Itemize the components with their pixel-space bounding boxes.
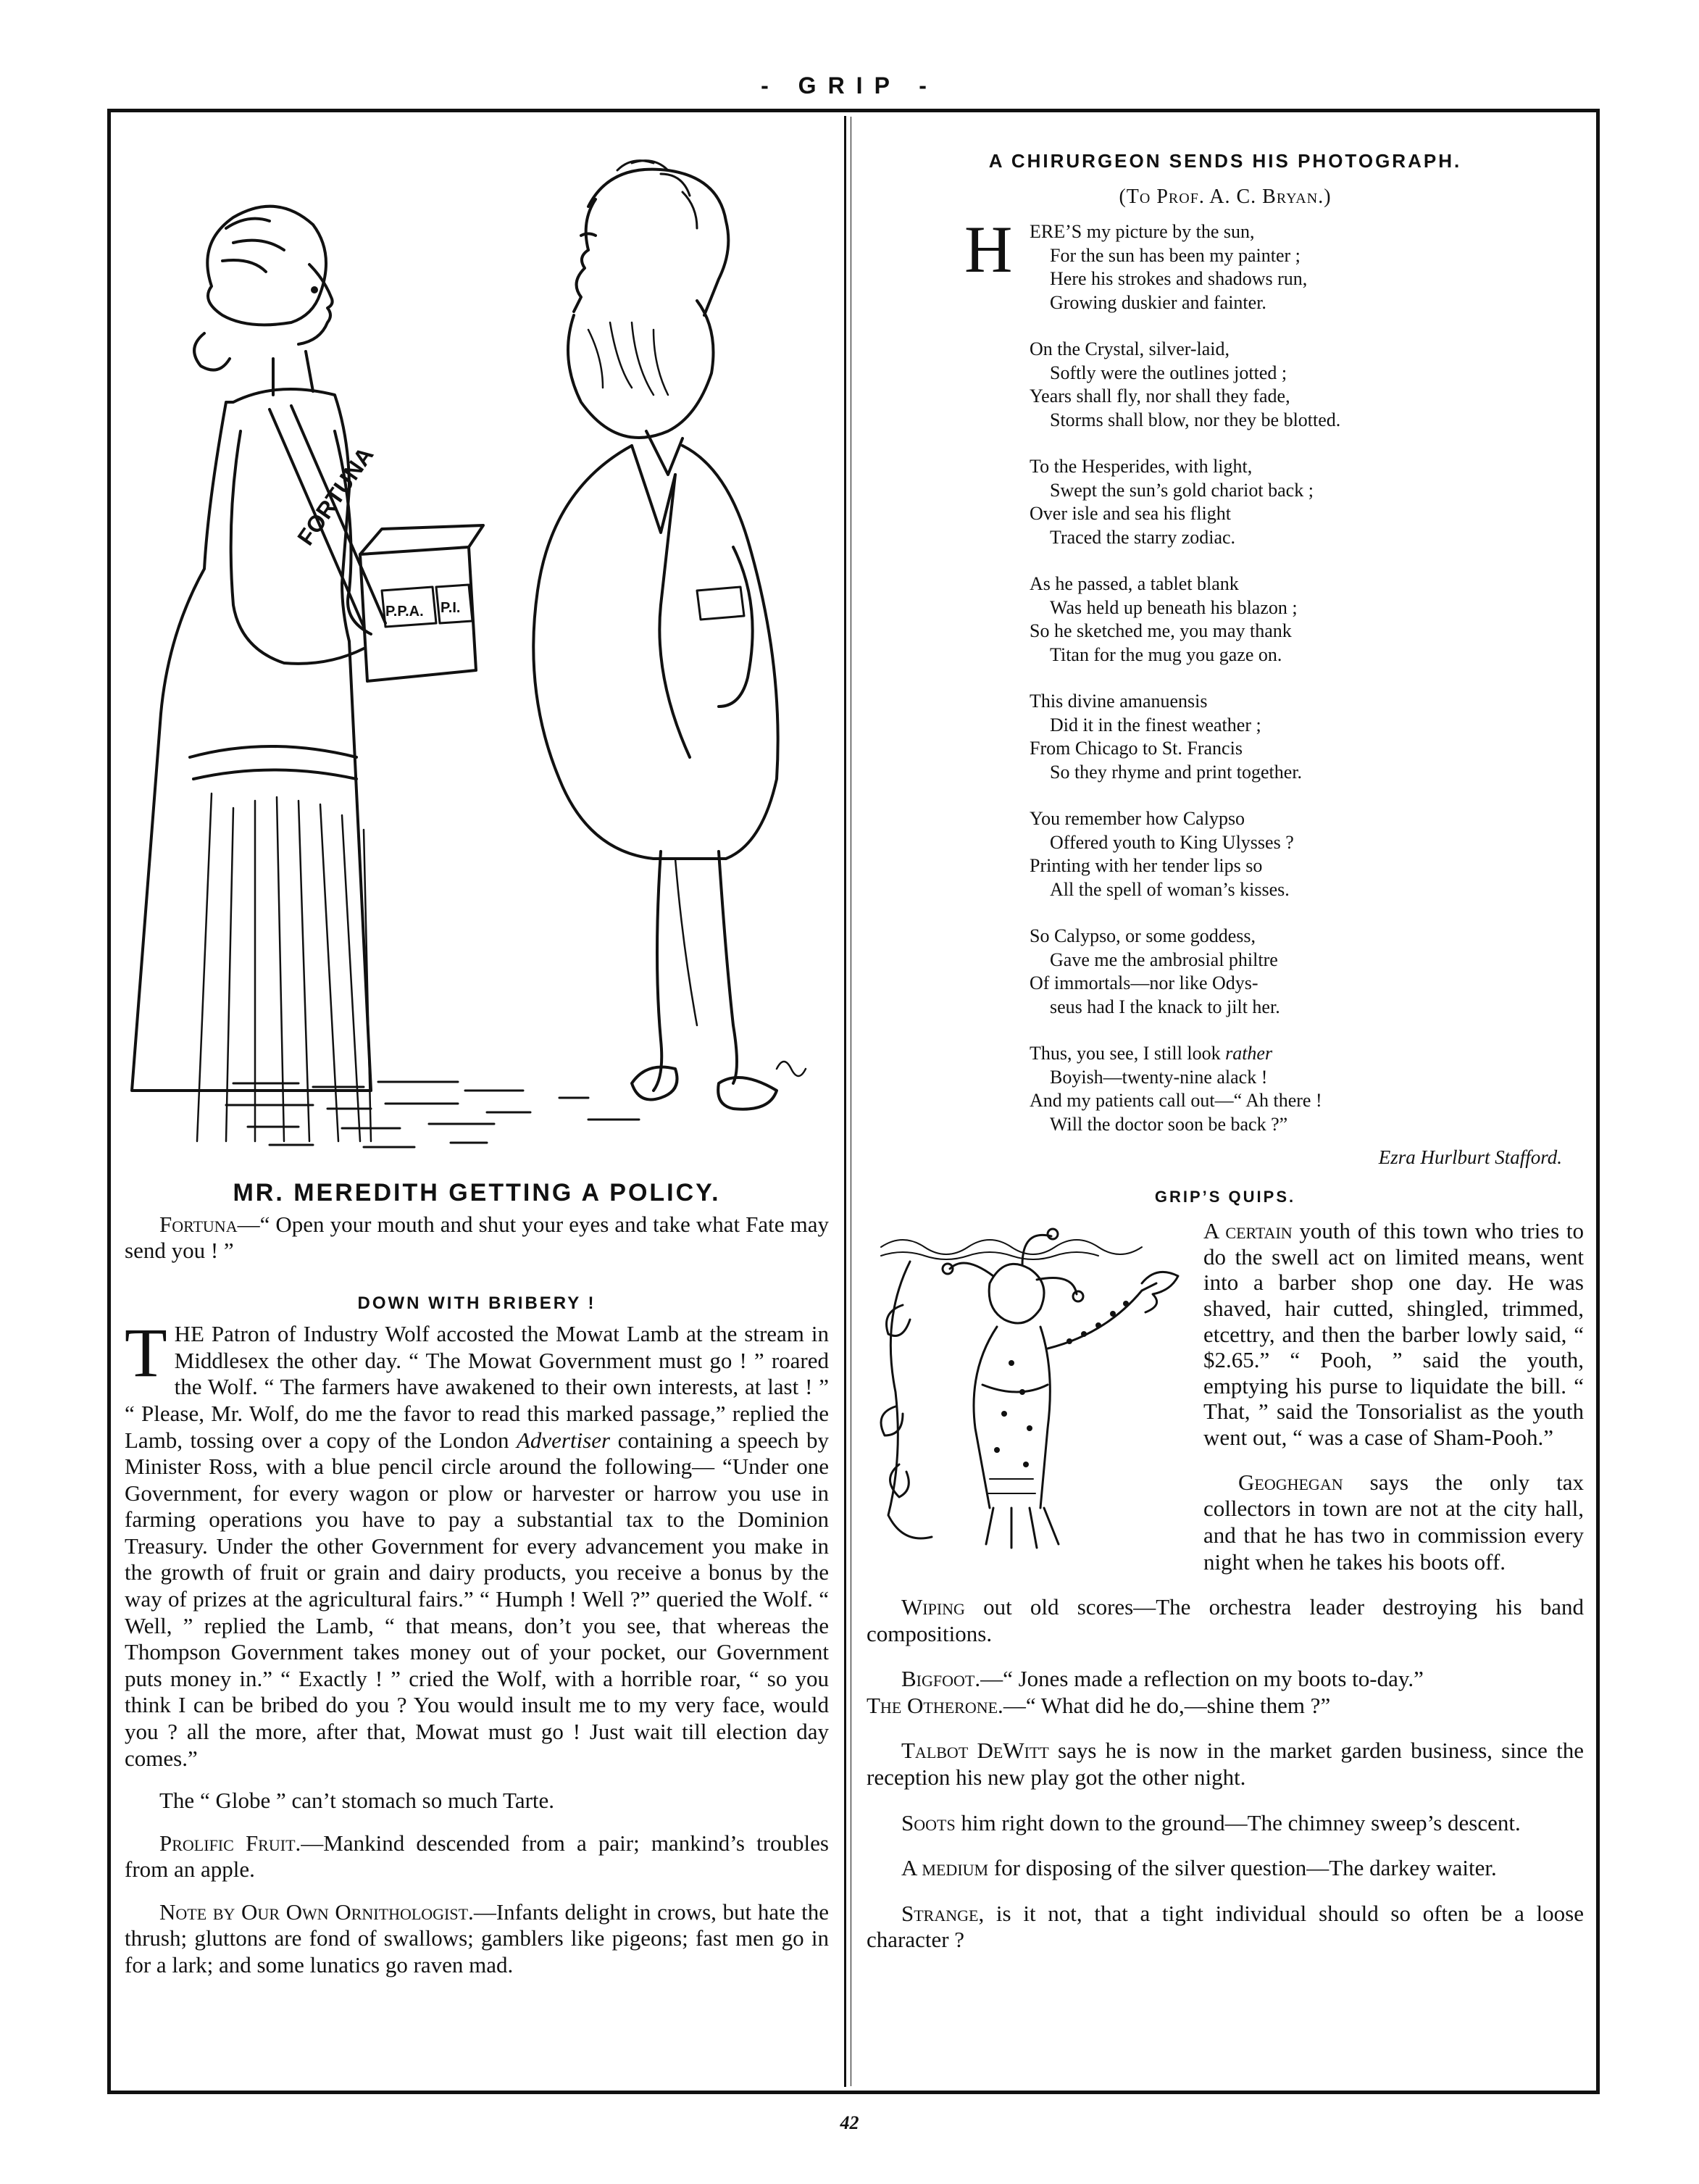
poem-line: Was held up beneath his blazon ; (1050, 596, 1298, 618)
poem-line: Boyish—twenty-nine alack ! (1050, 1066, 1268, 1088)
poem-line: Growing duskier and fainter. (1050, 291, 1266, 313)
poem-line: All the spell of woman’s kisses. (1050, 878, 1290, 900)
poem-line-text: Thus, you see, I still look (1030, 1043, 1226, 1064)
poem-stanza (964, 212, 1584, 314)
poem (867, 212, 1584, 1136)
quip-6-lead: Soots (901, 1809, 956, 1835)
subcaption-speaker: Fortuna (159, 1212, 238, 1237)
poem-line: From Chicago to St. Francis (1030, 738, 1243, 759)
poem-stanza (1030, 455, 1584, 549)
poem-line: Softly were the outlines jotted ; (1050, 362, 1287, 383)
poem-stanza (1030, 690, 1584, 784)
article-bribery (125, 1314, 829, 1772)
poem-stanza (1030, 572, 1584, 667)
quip-3-text: out old scores—The orchestra leader destroying his band compositions. (867, 1594, 1584, 1646)
quips-section (867, 1218, 1584, 1954)
cartoon-caption: MR. MEREDITH GETTING A POLICY. (233, 1179, 721, 1206)
poem-line: You remember how Calypso (1030, 808, 1245, 829)
article-part1: HE Patron of Industry Wolf accosted the Mowat Lamb at the stream in Middlesex the other day. “ The Mowat Government must go ! ” roared the Wolf. “ The farmers have awakened to their own interests, at last ! ” “ Please, Mr. Wolf, do me the favor to read this marked passage,” replied the Lamb, tossing over a copy of the London (125, 1321, 829, 1453)
article-part2: containing a speech by Minister Ross, with a blue pencil circle around the following— “Under one Government, for every wagon or plow or harvester or harrow you use in farming operations you have to pay a substantial tax to the Dominion Treasury. Under the other Government for every advancement you make in the growth of fruit or grain and dairy products, you receive a bonus by the way of prizes at the agricultural fairs.” “ Humph ! Well ?” queried the Wolf. “ Well, ” replied the Lamb, “ that means, don’t you see, that whereas the Thompson Government takes money out of your pocket, our Government puts money in.” “ Exactly ! ” cried the Wolf, with a horrible roar, “ so you think I can be bribed do you ? You would insult me to my very face, would you ? all the more, after that, Mowat must go ! Just wait till election day comes.” (125, 1427, 829, 1771)
poem-line: So he sketched me, you may thank (1030, 620, 1292, 641)
poem-line: Gave me the ambrosial philtre (1050, 949, 1278, 970)
poem-line: Traced the starry zodiac. (1050, 526, 1236, 548)
quip-4 (867, 1666, 1584, 1719)
sash-label: FORTUNA (292, 442, 379, 551)
quip-6-text: him right down to the ground—The chimney sweep’s descent. (955, 1809, 1521, 1835)
quip-4-b-text: —“ What did he do,—shine them ?” (1003, 1692, 1331, 1718)
poem-line: As he passed, a tablet blank (1030, 573, 1239, 594)
poem-line: For the sun has been my painter ; (1050, 244, 1301, 266)
poem-line: Storms shall blow, nor they be blotted. (1050, 409, 1341, 430)
para-prolific-lead: Prolific Fruit. (159, 1830, 301, 1856)
quip-8-lead: Strange, (901, 1900, 985, 1926)
quip-7-lead: A medium (901, 1855, 989, 1881)
quip-3-lead: Wiping (901, 1594, 965, 1620)
poem-line: Of immortals—nor like Odys- (1030, 972, 1258, 993)
para-note-lead: Note by Our Own Ornithologist. (159, 1899, 474, 1925)
poem-signature: Ezra Hurlburt Stafford. (1378, 1146, 1562, 1168)
right-column (867, 120, 1584, 1954)
poem-line: Printing with her tender lips so (1030, 855, 1263, 876)
poem-line: ERE’S my picture by the sun, (1030, 221, 1255, 242)
poem-line: Did it in the finest weather ; (1050, 714, 1261, 735)
column-divider (844, 116, 846, 2087)
poem-dropcap: H (964, 212, 1013, 286)
poem-line: Will the doctor soon be back ?” (1050, 1113, 1288, 1135)
cartoon-illustration (125, 141, 829, 1163)
quip-7 (867, 1855, 1584, 1882)
poem-line: Titan for the mug you gaze on. (1050, 643, 1282, 665)
quips-title: GRIP’S QUIPS. (1154, 1188, 1296, 1206)
poem-line: Years shall fly, nor shall they fade, (1030, 385, 1290, 407)
quip-3 (867, 1594, 1584, 1647)
poem-line: Here his strokes and shadows run, (1050, 268, 1308, 289)
poem-italic-word: rather (1225, 1043, 1273, 1064)
poem-line: Over isle and sea his flight (1030, 503, 1231, 524)
poem-line: seus had I the knack to jilt her. (1050, 996, 1280, 1017)
article-dropcap: T (125, 1314, 167, 1392)
page-number: 42 (840, 2112, 859, 2133)
para-globe: The “ Globe ” can’t stomach so much Tarte. (159, 1788, 555, 1814)
para-prolific-text: —Mankind descended from a pair; mankind’s troubles from an apple. (125, 1830, 829, 1883)
box-label-pi: P.I. (441, 600, 461, 616)
poem-line: This divine amanuensis (1030, 691, 1208, 712)
poem-line: So they rhyme and print together. (1050, 761, 1303, 783)
box-label-ppa: P.P.A. (385, 604, 424, 620)
poem-stanza (1030, 925, 1584, 1019)
quip-5 (867, 1738, 1584, 1791)
cartoon-drawing (125, 141, 829, 1163)
quip-5-text: says he is now in the market garden business, since the reception his new play got the other night. (867, 1738, 1584, 1790)
poem-line: Offered youth to King Ulysses ? (1050, 831, 1294, 853)
quip-6 (867, 1810, 1584, 1837)
quip-5-lead: Talbot DeWitt (901, 1738, 1049, 1764)
subcaption-text: —“ Open your mouth and shut your eyes and take what Fate may send you ! ” (125, 1212, 829, 1263)
jester-drop-initial-illustration (867, 1218, 1196, 1559)
poem-stanza (1030, 1042, 1584, 1136)
poem-line: Swept the sun’s gold chariot back ; (1050, 479, 1314, 501)
poem-dedication: (To Prof. A. C. Bryan.) (1119, 186, 1332, 208)
quip-7-text: for disposing of the silver question—The darkey waiter. (988, 1855, 1497, 1881)
para-ornithologist (125, 1899, 829, 1979)
para-prolific (125, 1830, 829, 1883)
poem-stanza (1030, 338, 1584, 432)
masthead: - GRIP - (761, 72, 938, 99)
quip-4-a-text: —“ Jones made a reflection on my boots to-day.” (980, 1666, 1424, 1692)
quip-2-text: says the only tax collectors in town are not at the city hall, and that he has two in commission every night when he takes his boots off. (1203, 1469, 1584, 1575)
poem-line (1030, 1042, 1584, 1066)
poem-line: To the Hesperides, with light, (1030, 456, 1253, 477)
article-italic: Advertiser (516, 1427, 611, 1453)
quip-1-lead: A certain (1203, 1218, 1293, 1243)
poem-line: And my patients call out—“ Ah there ! (1030, 1090, 1322, 1111)
poem-stanza (1030, 807, 1584, 901)
para-note-text: —Infants delight in crows, but hate the thrush; gluttons are fond of swallows; gamblers like pigeons; fast men go in for a lark; and some lunatics go raven mad. (125, 1899, 829, 1977)
quip-1-text: youth of this town who tries to do the swell act on limited means, went into a barber shop one day. He was shaved, hair cutted, shingled, trimmed, etcettry, and then the barber lowly said, “ $2.65.” “ Pooh, ” said the youth, emptying his purse to liquidate the bill. “ That, ” said the Tonsorialist as the youth went out, “ was a case of Sham-Pooh.” (1203, 1218, 1584, 1451)
quip-4-a-lead: Bigfoot. (901, 1666, 981, 1692)
poem-line: On the Crystal, silver-laid, (1030, 338, 1230, 359)
section-title-bribery: DOWN WITH BRIBERY ! (357, 1293, 596, 1314)
cartoon-subcaption (125, 1212, 829, 1263)
poem-title: A CHIRURGEON SENDS HIS PHOTOGRAPH. (988, 150, 1462, 172)
left-column (125, 120, 829, 1979)
quip-4-b-lead: The Otherone. (867, 1692, 1003, 1718)
quip-2-lead: Geoghegan (1238, 1469, 1343, 1495)
quip-8 (867, 1901, 1584, 1954)
quip-8-text: is it not, that a tight individual should so often be a loose character ? (867, 1900, 1584, 1953)
poem-line: So Calypso, or some goddess, (1030, 925, 1256, 946)
